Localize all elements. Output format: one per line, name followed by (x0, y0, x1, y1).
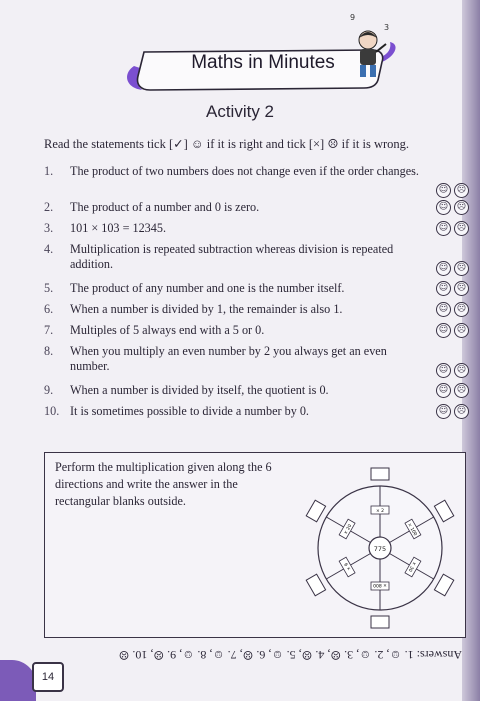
sad-face-icon[interactable]: ☹ (454, 261, 469, 276)
happy-face-icon[interactable]: ☺ (436, 281, 451, 296)
instructions: Read the statements tick [✓] ☺ if it is right and tick [×] ☹ if it is wrong. (44, 137, 410, 151)
question-number: 7. (44, 323, 54, 337)
question-text: The product of any number and one is the number itself. (70, 281, 345, 295)
answer-faces (436, 302, 469, 317)
sad-face-icon[interactable]: ☹ (454, 221, 469, 236)
question-text: It is sometimes possible to divide a number by 0. (70, 404, 309, 418)
sad-face-icon[interactable]: ☹ (454, 302, 469, 317)
question-number: 2. (44, 200, 54, 214)
answer-faces (436, 183, 469, 198)
sad-face-icon[interactable]: ☹ (454, 363, 469, 378)
answer-blank-box (434, 574, 453, 596)
answer-faces (436, 323, 469, 338)
wheel-spoke-label (371, 506, 389, 514)
question-item (44, 344, 469, 383)
wheel-spoke-multiplier: × 9 (344, 561, 353, 571)
boy-figure-icon (346, 8, 396, 80)
question-text: When you multiply an even number by 2 you always get an even number. (70, 344, 387, 373)
answer-faces (436, 363, 469, 378)
question-number: 4. (44, 242, 54, 256)
question-number: 8. (44, 344, 54, 358)
wheel-spoke-multiplier: × 30 (406, 560, 417, 573)
answer-faces (436, 200, 469, 215)
figure-digit-nine: 9 (350, 13, 356, 22)
answer-faces (436, 383, 469, 398)
wheel-spoke-multiplier: × 20 (343, 523, 354, 536)
question-number: 10. (44, 404, 60, 418)
sad-face-icon[interactable]: ☹ (454, 404, 469, 419)
task-instructions: Perform the multiplication given along the 6 directions and write the answer in the rectangular blanks outside. (55, 460, 272, 508)
multiplication-wheel (300, 456, 460, 632)
happy-face-icon[interactable]: ☺ (436, 383, 451, 398)
activity-heading: Activity 2 (205, 102, 275, 121)
question-number: 9. (44, 383, 54, 397)
answer-faces (436, 221, 469, 236)
answer-blank-box (306, 574, 325, 596)
happy-face-icon[interactable]: ☺ (436, 261, 451, 276)
figure-digit-three: 3 (384, 23, 390, 32)
question-number: 1. (44, 164, 54, 178)
question-text: The product of two numbers does not change even if the order changes. (70, 164, 419, 178)
sad-face-icon[interactable]: ☹ (454, 183, 469, 198)
happy-face-icon[interactable]: ☺ (436, 183, 451, 198)
question-item (44, 323, 469, 344)
sad-face-icon[interactable]: ☹ (454, 281, 469, 296)
question-number: 3. (44, 221, 54, 235)
answer-faces (436, 281, 469, 296)
answer-faces (436, 261, 469, 276)
sad-face-icon[interactable]: ☹ (454, 200, 469, 215)
banner-title: Maths in Minutes (191, 52, 335, 73)
happy-face-icon[interactable]: ☺ (436, 404, 451, 419)
page-number: 14 (32, 662, 64, 692)
question-number: 6. (44, 302, 54, 316)
question-item (44, 242, 469, 281)
wheel-spoke-multiplier: × 100 (405, 522, 418, 537)
question-item (44, 404, 469, 425)
question-item (44, 164, 469, 200)
happy-face-icon[interactable]: ☺ (436, 221, 451, 236)
sad-face-icon[interactable]: ☹ (454, 323, 469, 338)
question-text: 101 × 103 = 12345. (70, 221, 167, 235)
answer-blank-box (434, 500, 453, 522)
question-item (44, 302, 469, 323)
question-text: When a number is divided by itself, the quotient is 0. (70, 383, 329, 397)
wheel-spoke-multiplier: × 800 (373, 582, 387, 587)
answer-faces (436, 404, 469, 419)
question-text: The product of a number and 0 is zero. (70, 200, 260, 214)
question-text: Multiplication is repeated subtraction whereas division is repeated addition. (70, 242, 394, 271)
wheel-spoke-multiplier: × 2 (375, 509, 385, 514)
answer-key-inverted: Answers: 1. ☺, 2. ☺, 3. ☹, 4. ☹, 5. ☺, 6. ☹, 7. ☺, 8. ☺, 9. ☹, 10. ☹ (118, 648, 462, 662)
answer-blank-box (306, 500, 325, 522)
question-text: When a number is divided by 1, the remainder is also 1. (70, 302, 343, 316)
question-list (44, 164, 469, 425)
answer-blank-box (371, 616, 389, 628)
question-item (44, 200, 469, 221)
sad-face-icon[interactable]: ☹ (454, 383, 469, 398)
wheel-spoke-label (371, 582, 389, 590)
question-item (44, 281, 469, 302)
question-item (44, 221, 469, 242)
wheel-center-number: 775 (373, 545, 387, 553)
corner-decoration (0, 660, 36, 701)
answer-blank-box (371, 468, 389, 480)
happy-face-icon[interactable]: ☺ (436, 323, 451, 338)
question-text: Multiples of 5 always end with a 5 or 0. (70, 323, 265, 337)
happy-face-icon[interactable]: ☺ (436, 302, 451, 317)
happy-face-icon[interactable]: ☺ (436, 200, 451, 215)
question-item (44, 383, 469, 404)
happy-face-icon[interactable]: ☺ (436, 363, 451, 378)
question-number: 5. (44, 281, 54, 295)
